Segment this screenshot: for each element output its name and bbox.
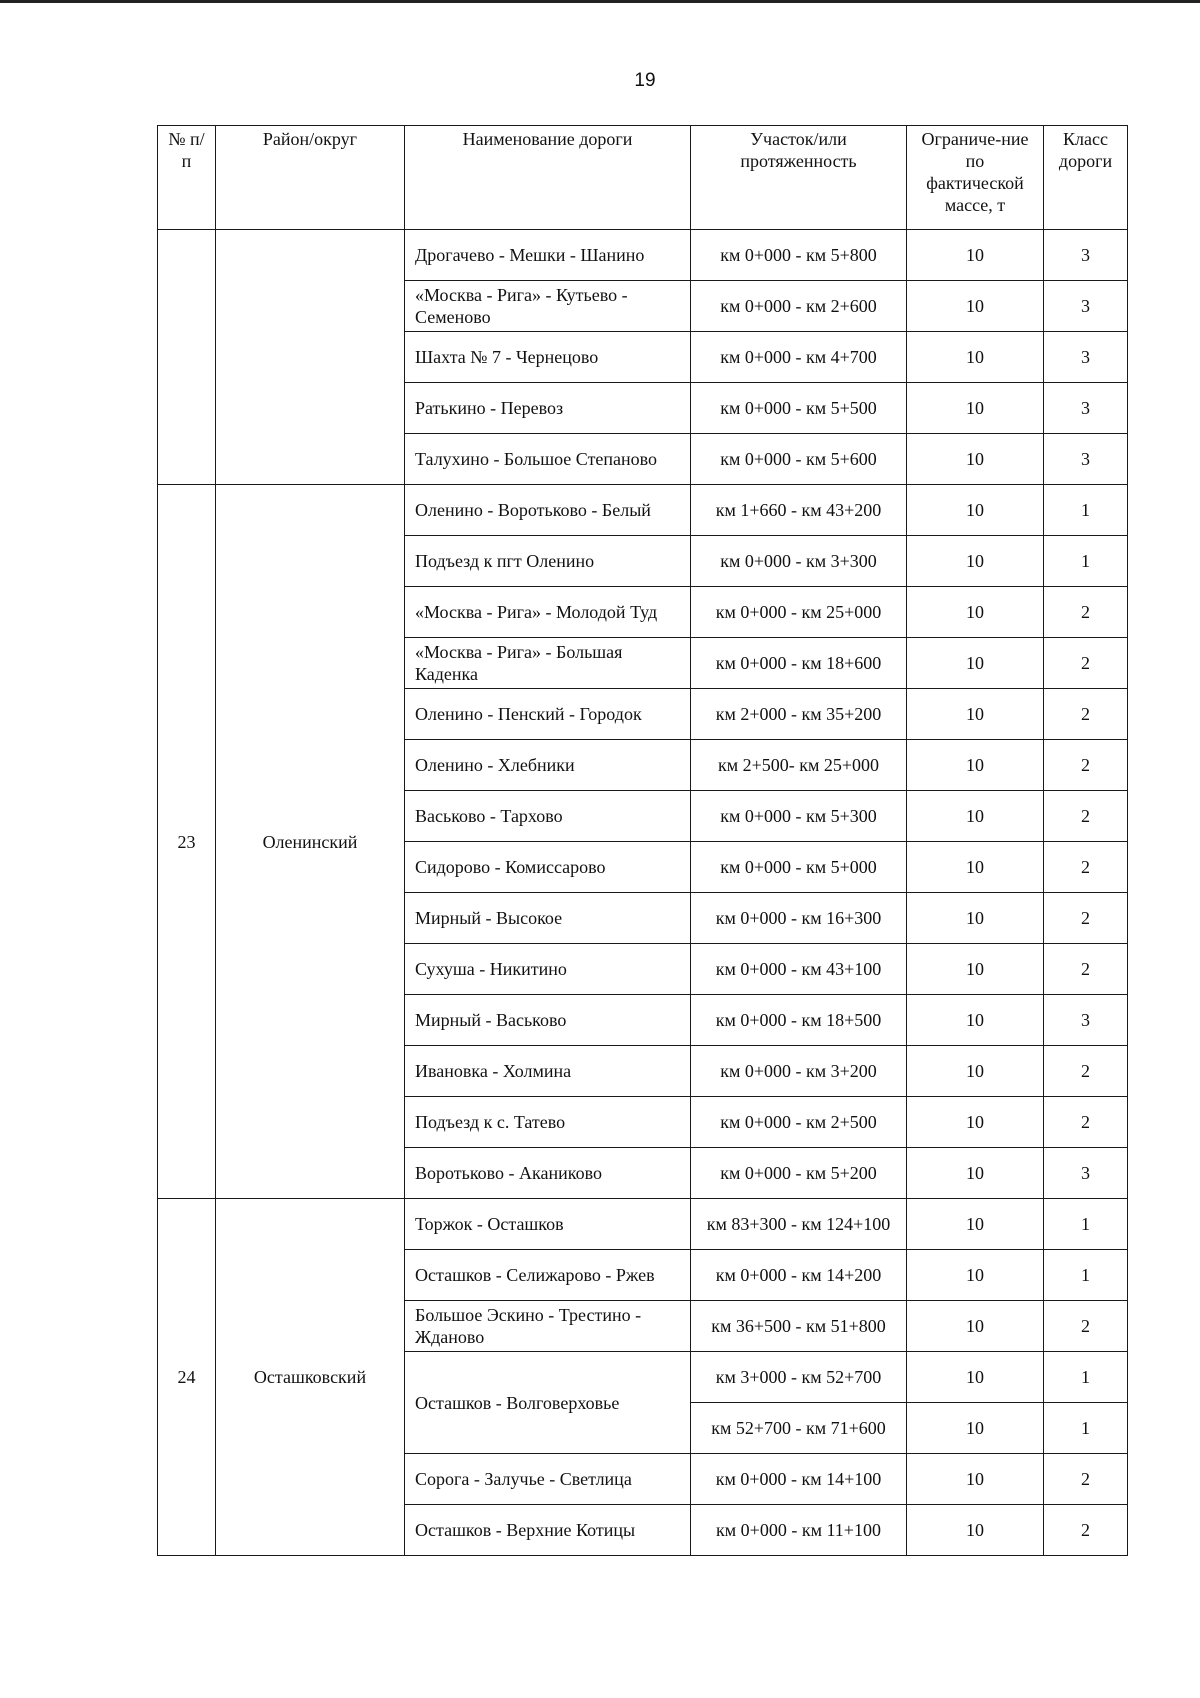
- road-name: Мирный - Васьково: [405, 995, 691, 1046]
- mass-limit: 10: [907, 1148, 1044, 1199]
- road-class: 2: [1044, 842, 1128, 893]
- road-section: км 0+000 - км 43+100: [691, 944, 907, 995]
- road-class: 2: [1044, 587, 1128, 638]
- road-name: Подъезд к пгт Оленино: [405, 536, 691, 587]
- road-class: 2: [1044, 1505, 1128, 1556]
- road-name: Оленино - Хлебники: [405, 740, 691, 791]
- road-name: Сухуша - Никитино: [405, 944, 691, 995]
- road-class: 1: [1044, 1352, 1128, 1403]
- road-section: км 3+000 - км 52+700: [691, 1352, 907, 1403]
- header-mass-limit: Ограниче-ние по фактической массе, т: [907, 126, 1044, 230]
- mass-limit: 10: [907, 1352, 1044, 1403]
- road-section: км 0+000 - км 14+200: [691, 1250, 907, 1301]
- road-section: км 52+700 - км 71+600: [691, 1403, 907, 1454]
- road-section: км 0+000 - км 11+100: [691, 1505, 907, 1556]
- road-name: Осташков - Верхние Котицы: [405, 1505, 691, 1556]
- mass-limit: 10: [907, 332, 1044, 383]
- mass-limit: 10: [907, 1097, 1044, 1148]
- table-row: [158, 1199, 1128, 1250]
- mass-limit: 10: [907, 1250, 1044, 1301]
- road-class: 2: [1044, 638, 1128, 689]
- road-name: Оленино - Пенский - Городок: [405, 689, 691, 740]
- road-section: км 1+660 - км 43+200: [691, 485, 907, 536]
- mass-limit: 10: [907, 587, 1044, 638]
- road-name: Подъезд к с. Татево: [405, 1097, 691, 1148]
- header-road-name: Наименование дороги: [405, 126, 691, 230]
- mass-limit: 10: [907, 893, 1044, 944]
- page-top-edge: [0, 0, 1200, 3]
- road-name: Осташков - Волговерховье: [405, 1352, 691, 1454]
- row-number: 24: [158, 1199, 216, 1556]
- road-section: км 0+000 - км 5+200: [691, 1148, 907, 1199]
- page-number: 19: [634, 70, 656, 91]
- mass-limit: 10: [907, 740, 1044, 791]
- mass-limit: 10: [907, 383, 1044, 434]
- mass-limit: 10: [907, 536, 1044, 587]
- district-name: Осташковский: [216, 1199, 405, 1556]
- road-section: км 36+500 - км 51+800: [691, 1301, 907, 1352]
- road-name: Ратькино - Перевоз: [405, 383, 691, 434]
- road-class: 2: [1044, 689, 1128, 740]
- roads-body: [158, 230, 1128, 1556]
- road-name: Ивановка - Холмина: [405, 1046, 691, 1097]
- road-section: км 0+000 - км 2+500: [691, 1097, 907, 1148]
- road-section: км 2+000 - км 35+200: [691, 689, 907, 740]
- mass-limit: 10: [907, 281, 1044, 332]
- row-number: 23: [158, 485, 216, 1199]
- road-name: Большое Эскино - Трестино - Жданово: [405, 1301, 691, 1352]
- road-class: 3: [1044, 995, 1128, 1046]
- road-class: 1: [1044, 485, 1128, 536]
- mass-limit: 10: [907, 1454, 1044, 1505]
- road-section: км 0+000 - км 18+500: [691, 995, 907, 1046]
- road-class: 3: [1044, 434, 1128, 485]
- mass-limit: 10: [907, 791, 1044, 842]
- road-class: 3: [1044, 332, 1128, 383]
- road-name: Дрогачево - Мешки - Шанино: [405, 230, 691, 281]
- road-name: «Москва - Рига» - Молодой Туд: [405, 587, 691, 638]
- road-name: «Москва - Рига» - Большая Каденка: [405, 638, 691, 689]
- header-num: № п/п: [158, 126, 216, 230]
- mass-limit: 10: [907, 638, 1044, 689]
- row-number: [158, 230, 216, 485]
- mass-limit: 10: [907, 1403, 1044, 1454]
- header-section: Участок/или протяженность: [691, 126, 907, 230]
- road-section: км 83+300 - км 124+100: [691, 1199, 907, 1250]
- road-name: «Москва - Рига» - Кутьево - Семеново: [405, 281, 691, 332]
- mass-limit: 10: [907, 1505, 1044, 1556]
- road-class: 2: [1044, 1301, 1128, 1352]
- road-class: 2: [1044, 1097, 1128, 1148]
- road-section: км 0+000 - км 4+700: [691, 332, 907, 383]
- road-class: 1: [1044, 1199, 1128, 1250]
- road-section: км 0+000 - км 3+300: [691, 536, 907, 587]
- road-class: 2: [1044, 1454, 1128, 1505]
- road-class: 2: [1044, 944, 1128, 995]
- road-class: 2: [1044, 893, 1128, 944]
- road-section: км 0+000 - км 25+000: [691, 587, 907, 638]
- road-class: 1: [1044, 536, 1128, 587]
- roads-table: [157, 125, 1128, 1556]
- mass-limit: 10: [907, 1199, 1044, 1250]
- road-section: км 0+000 - км 18+600: [691, 638, 907, 689]
- road-section: км 2+500- км 25+000: [691, 740, 907, 791]
- mass-limit: 10: [907, 842, 1044, 893]
- road-class: 3: [1044, 383, 1128, 434]
- mass-limit: 10: [907, 689, 1044, 740]
- mass-limit: 10: [907, 485, 1044, 536]
- road-section: км 0+000 - км 5+500: [691, 383, 907, 434]
- road-section: км 0+000 - км 5+300: [691, 791, 907, 842]
- road-name: Сидорово - Комиссарово: [405, 842, 691, 893]
- road-class: 3: [1044, 230, 1128, 281]
- header-row: [158, 126, 1128, 230]
- road-section: км 0+000 - км 5+000: [691, 842, 907, 893]
- road-name: Воротьково - Аканиково: [405, 1148, 691, 1199]
- road-section: км 0+000 - км 5+800: [691, 230, 907, 281]
- mass-limit: 10: [907, 434, 1044, 485]
- road-class: 3: [1044, 1148, 1128, 1199]
- road-section: км 0+000 - км 14+100: [691, 1454, 907, 1505]
- road-name: Торжок - Осташков: [405, 1199, 691, 1250]
- road-name: Сорога - Залучье - Светлица: [405, 1454, 691, 1505]
- road-name: Шахта № 7 - Чернецово: [405, 332, 691, 383]
- road-name: Мирный - Высокое: [405, 893, 691, 944]
- mass-limit: 10: [907, 1301, 1044, 1352]
- mass-limit: 10: [907, 944, 1044, 995]
- header-road-class: Класс дороги: [1044, 126, 1128, 230]
- road-section: км 0+000 - км 3+200: [691, 1046, 907, 1097]
- road-class: 1: [1044, 1250, 1128, 1301]
- road-name: Оленино - Воротьково - Белый: [405, 485, 691, 536]
- road-class: 2: [1044, 791, 1128, 842]
- road-name: Васьково - Тархово: [405, 791, 691, 842]
- road-name: Осташков - Селижарово - Ржев: [405, 1250, 691, 1301]
- road-class: 2: [1044, 1046, 1128, 1097]
- mass-limit: 10: [907, 1046, 1044, 1097]
- road-section: км 0+000 - км 5+600: [691, 434, 907, 485]
- road-class: 2: [1044, 740, 1128, 791]
- table-row: [158, 485, 1128, 536]
- mass-limit: 10: [907, 230, 1044, 281]
- road-class: 1: [1044, 1403, 1128, 1454]
- district-name: Оленинский: [216, 485, 405, 1199]
- mass-limit: 10: [907, 995, 1044, 1046]
- district-name: [216, 230, 405, 485]
- road-section: км 0+000 - км 16+300: [691, 893, 907, 944]
- road-section: км 0+000 - км 2+600: [691, 281, 907, 332]
- header-district: Район/округ: [216, 126, 405, 230]
- road-name: Талухино - Большое Степаново: [405, 434, 691, 485]
- table-row: [158, 230, 1128, 281]
- road-class: 3: [1044, 281, 1128, 332]
